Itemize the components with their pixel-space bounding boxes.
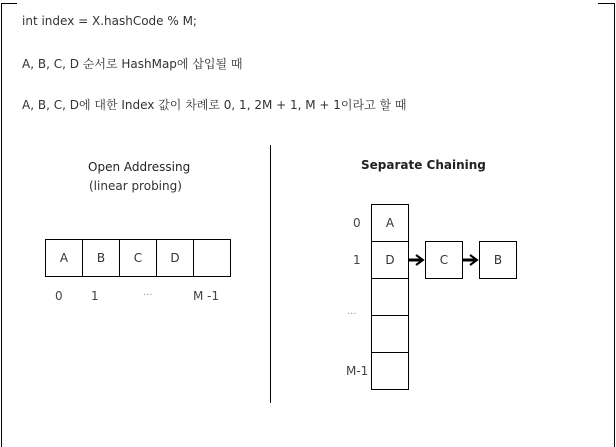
index-values-text: A, B, C, D에 대한 Index 값이 차례로 0, 1, 2M + 1, M + 1이라고 할 때 [22,98,407,112]
sc-bucket: D [371,241,409,279]
oa-index: ... [143,287,153,298]
sc-index: 1 [353,253,361,267]
open-addressing-subtitle: (linear probing) [89,179,182,193]
arrow-icon [409,255,423,265]
chain-node: C [425,241,463,279]
oa-cell: A [45,239,83,277]
sc-index: M-1 [346,364,369,378]
chain-node: B [479,241,517,279]
sc-index: 0 [353,216,361,230]
oa-index: M -1 [193,289,220,303]
oa-index: 0 [55,289,63,303]
code-line: int index = X.hashCode % M; [22,14,197,28]
separate-chaining-title: Separate Chaining [361,158,486,172]
sc-index: ... [347,306,357,317]
insert-order-text: A, B, C, D 순서로 HashMap에 삽입될 때 [22,57,243,71]
oa-cell: B [82,239,120,277]
sc-bucket: A [371,204,409,242]
oa-cell: C [119,239,157,277]
oa-cell: D [156,239,194,277]
arrow-icon [463,255,477,265]
open-addressing-title: Open Addressing [88,160,191,174]
oa-index: 1 [91,289,99,303]
